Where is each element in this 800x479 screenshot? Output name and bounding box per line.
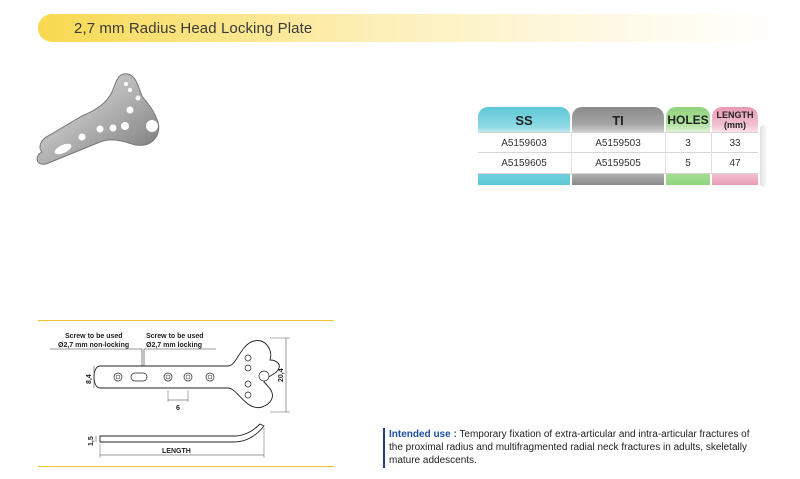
- table-cell-length: 47: [729, 158, 741, 169]
- header-length-line2: (mm): [724, 120, 746, 130]
- technical-drawing: [38, 318, 336, 468]
- intended-use: [383, 428, 763, 470]
- table-cell-holes: 3: [685, 138, 691, 149]
- reference-table: [478, 107, 768, 187]
- screw-right-label-line1: Screw to be used: [146, 333, 204, 340]
- length-label: LENGTH: [162, 448, 191, 455]
- table-cell-holes: 5: [685, 158, 691, 169]
- header-ti: TI: [572, 107, 664, 132]
- table-cell-length: 33: [729, 138, 741, 149]
- table-cell-ss: A5159603: [501, 138, 547, 149]
- dim-width-label: 20,4: [278, 368, 285, 382]
- screw-left-label-line1: Screw to be used: [65, 333, 123, 340]
- plate-image: [30, 64, 205, 184]
- header-ss: SS: [478, 107, 570, 132]
- intended-use-text: Temporary fixation of extra-articular and intra-articular fractures of the proximal radius and multifragmented radial neck fractures in adults, skeletally mature addescents.: [389, 429, 750, 466]
- screw-left-label-line2: Ø2,7 mm non-locking: [58, 342, 130, 349]
- table-cell-ss: A5159605: [501, 158, 547, 169]
- dim-height-label: 8,4: [86, 374, 93, 384]
- dim-spacing-label: 6: [176, 405, 180, 412]
- screw-right-label-line2: Ø2,7 mm locking: [146, 342, 203, 349]
- table-cell-ti: A5159505: [595, 158, 641, 169]
- header-length: [712, 107, 758, 132]
- dim-thickness-label: 1,5: [88, 436, 95, 446]
- page-title: 2,7 mm Radius Head Locking Plate: [74, 20, 313, 37]
- table-cell-ti: A5159503: [595, 138, 641, 149]
- intended-use-label: Intended use :: [389, 429, 457, 440]
- header-length-line1: LENGTH: [716, 110, 754, 120]
- header-holes: HOLES: [666, 107, 710, 132]
